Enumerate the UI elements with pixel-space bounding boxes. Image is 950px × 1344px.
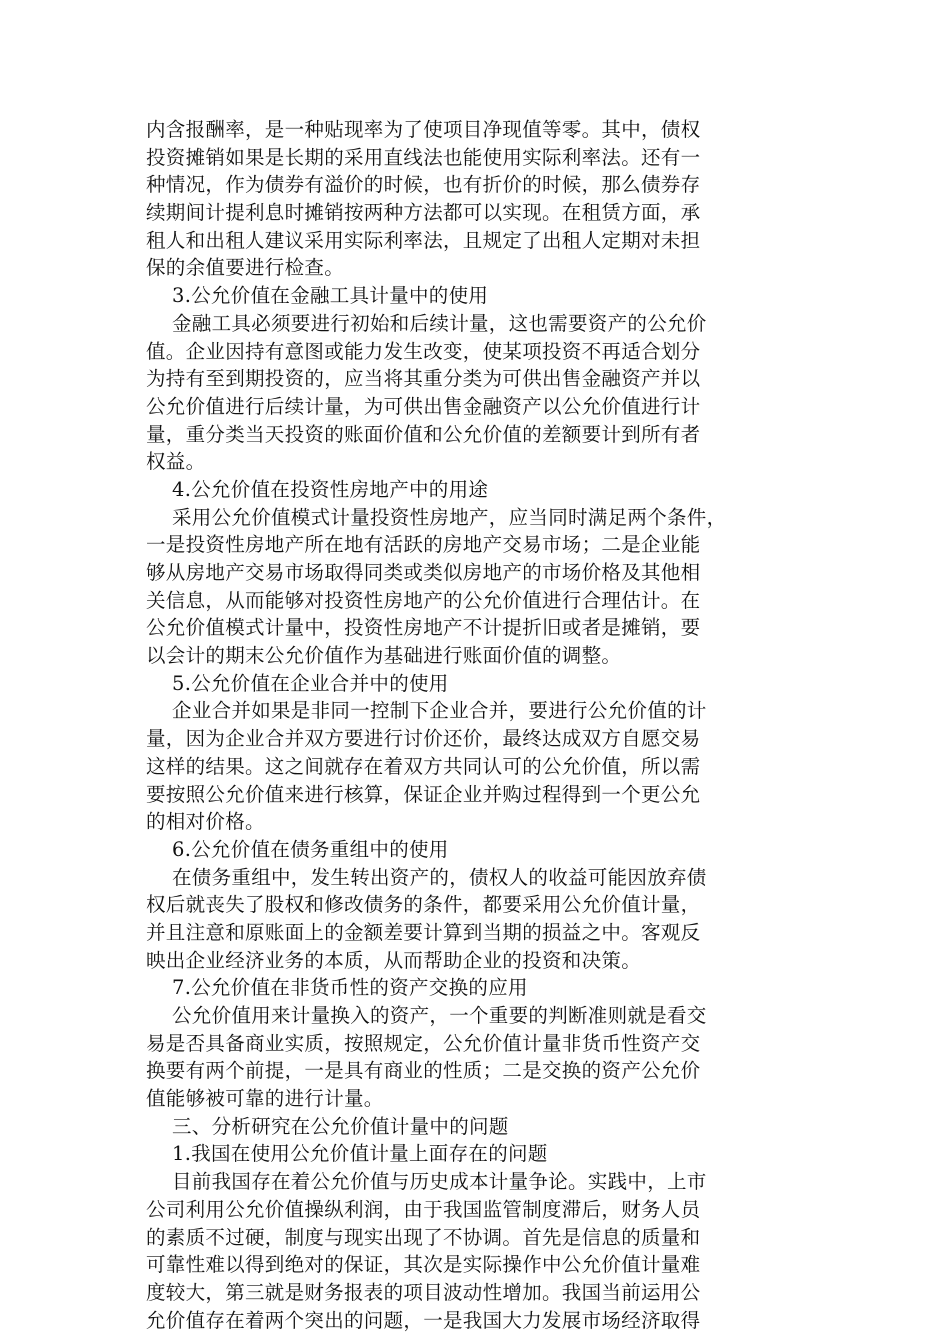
text-line: 在债务重组中，发生转出资产的，债权人的收益可能因放弃债 [172,865,707,889]
text-line: 并且注意和原账面上的金额差要计算到当期的损益之中。客观反 [146,920,701,944]
text-line: 值能够被可靠的进行计量。 [146,1087,384,1111]
text-line: 权后就丧失了股权和修改债务的条件，都要采用公允价值计量， [146,893,701,917]
body-text [146,116,786,1334]
text-line: 量，重分类当天投资的账面价值和公允价值的差额要计到所有者 [146,422,701,446]
text-line: 要按照公允价值来进行核算，保证企业并购过程得到一个更公允 [146,782,701,806]
text-line: 续期间计提利息时摊销按两种方法都可以实现。在租赁方面，承 [146,201,701,225]
text-line: 租人和出租人建议采用实际利率法，且规定了出租人定期对未担 [146,228,701,252]
text-line: 这样的结果。这之间就存在着双方共同认可的公允价值，所以需 [146,754,701,778]
text-line: 7.公允价值在非货币性的资产交换的应用 [172,976,528,1000]
text-line: 的素质不过硬，制度与现实出现了不协调。首先是信息的质量和 [146,1225,701,1249]
text-line: 金融工具必须要进行初始和后续计量，这也需要资产的公允价 [172,311,707,335]
text-line: 公允价值进行后续计量，为可供出售金融资产以公允价值进行计 [146,394,701,418]
text-line: 换要有两个前提，一是具有商业的性质；二是交换的资产公允价 [146,1059,701,1083]
text-line: 内含报酬率，是一种贴现率为了使项目净现值等零。其中，债权 [146,118,701,141]
text-line: 关信息，从而能够对投资性房地产的公允价值进行合理估计。在 [146,588,701,612]
text-line: 3.公允价值在金融工具计量中的使用 [172,284,489,308]
text-line: 公允价值用来计量换入的资产，一个重要的判断准则就是看交 [172,1004,707,1027]
text-line: 度较大，第三就是财务报表的项目波动性增加。我国当前运用公 [146,1280,701,1304]
text-line: 以会计的期末公允价值作为基础进行账面价值的调整。 [146,644,622,668]
text-line: 可靠性难以得到绝对的保证，其次是实际操作中公允价值计量难 [146,1253,701,1277]
text-line: 4.公允价值在投资性房地产中的用途 [172,477,489,501]
text-line: 种情况，作为债券有溢价的时候，也有折价的时候，那么债券存 [146,173,701,197]
text-line: 的相对价格。 [146,810,265,834]
text-line: 公允价值模式计量中，投资性房地产不计提折旧或者是摊销，要 [146,616,701,640]
text-line: 映出企业经济业务的本质，从而帮助企业的投资和决策。 [146,948,642,972]
text-line: 够从房地产交易市场取得同类或类似房地产的市场价格及其他相 [146,561,701,584]
text-line: 三、分析研究在公允价值计量中的问题 [172,1114,509,1138]
text-line: 易是否具备商业实质，按照规定，公允价值计量非货币性资产交 [146,1031,701,1055]
text-line: 量，因为企业合并双方要进行讨价还价，最终达成双方自愿交易 [146,727,701,751]
text-line: 目前我国存在着公允价值与历史成本计量争论。实践中，上市 [172,1170,707,1194]
text-line: 1.我国在使用公允价值计量上面存在的问题 [172,1142,548,1166]
text-line: 5.公允价值在企业合并中的使用 [172,671,449,695]
text-line: 采用公允价值模式计量投资性房地产，应当同时满足两个条件， [172,505,727,529]
text-line: 一是投资性房地产所在地有活跃的房地产交易市场；二是企业能 [146,533,701,557]
text-line: 6.公允价值在债务重组中的使用 [172,837,449,861]
text-line: 为持有至到期投资的，应当将其重分类为可供出售金融资产并以 [146,367,701,391]
text-line: 投资摊销如果是长期的采用直线法也能使用实际利率法。还有一 [146,145,701,169]
text-line: 保的余值要进行检查。 [146,256,345,280]
text-line: 允价值存在着两个突出的问题，一是我国大力发展市场经济取得 [146,1308,701,1332]
text-line: 权益。 [146,450,206,474]
text-line: 值。企业因持有意图或能力发生改变，使某项投资不再适合划分 [146,339,701,363]
text-line: 企业合并如果是非同一控制下企业合并，要进行公允价值的计 [172,699,707,723]
text-line: 公司利用公允价值操纵利润，由于我国监管制度滞后，财务人员 [146,1197,701,1221]
